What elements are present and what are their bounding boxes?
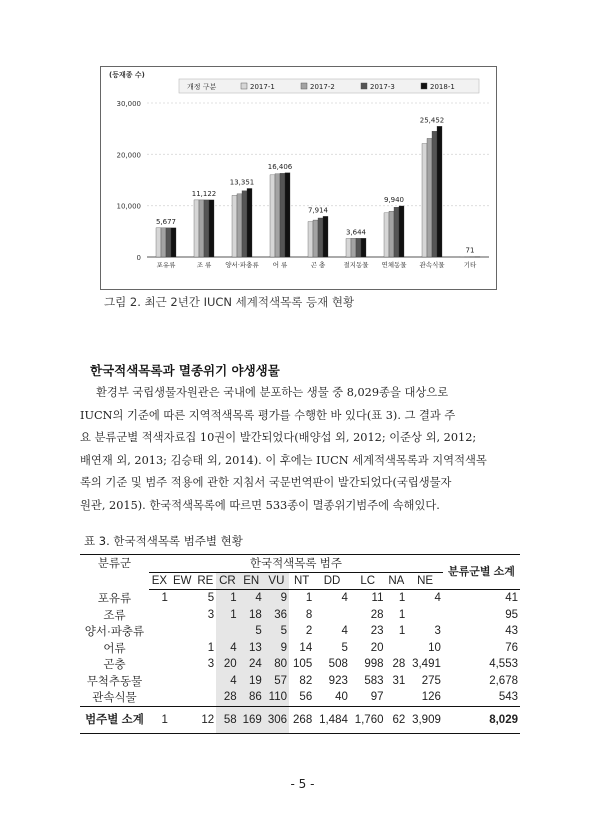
paragraph-line: IUCN의 기준에 따른 지역적색목록 평가를 수행한 바 있다(표 3). 그 결과 주 <box>80 408 456 422</box>
table-cell: 4 <box>216 640 238 657</box>
legend-title: 개정 구분 <box>187 83 217 91</box>
bar <box>361 238 366 257</box>
table-cell: 1 <box>161 592 168 605</box>
row-subtotal: 543 <box>498 691 518 704</box>
paragraph-line: 배연재 외, 2013; 김승태 외, 2014). 이 후에는 IUCN 세계적색목록과 지역적색목 <box>80 453 487 467</box>
table-cell: 19 <box>239 673 264 690</box>
row-taxon-name: 범주별 소계 <box>80 706 149 733</box>
y-tick-label: 10,000 <box>116 202 141 211</box>
row-subtotal: 8,029 <box>443 706 520 733</box>
row-taxon-name: 어류 <box>103 642 126 655</box>
legend-swatch <box>241 83 247 89</box>
bar <box>384 213 389 257</box>
table-cell: 57 <box>264 673 289 690</box>
table-cell <box>314 607 350 624</box>
table-cell: 1 <box>207 641 215 654</box>
table-cell: 3 <box>207 608 215 621</box>
table-cell: 56 <box>299 691 313 704</box>
data-label: 13,351 <box>229 178 255 187</box>
bar <box>308 222 313 257</box>
table-cell: 923 <box>328 674 348 687</box>
x-tick-label: 양서·파충류 <box>225 261 259 269</box>
legend-swatch <box>301 83 307 89</box>
table-cell: 4 <box>341 625 348 638</box>
table-cell <box>170 656 195 673</box>
x-tick-label: 절지동물 <box>343 261 369 269</box>
bar-chart <box>101 67 496 289</box>
row-taxon-name: 무척추동물 <box>86 675 143 688</box>
table-cell: 508 <box>328 658 348 671</box>
table-cell: 24 <box>239 656 264 673</box>
table-cell: 36 <box>264 607 289 624</box>
row-taxon-name: 곤충 <box>103 659 126 672</box>
table-cell: 18 <box>239 607 264 624</box>
bar <box>194 200 199 257</box>
data-label: 5,677 <box>155 217 177 226</box>
table-cell <box>149 640 170 657</box>
category-group-header: 한국적색목록 범주 <box>149 555 443 573</box>
legend-label: 2018-1 <box>430 83 455 91</box>
table-cell <box>216 623 238 640</box>
x-tick-label: 어 류 <box>272 261 288 269</box>
table-cell: 97 <box>370 691 384 704</box>
table-row <box>80 623 520 640</box>
bar <box>323 216 328 257</box>
table-cell: 82 <box>299 674 313 687</box>
table-cell <box>194 623 216 640</box>
bar <box>475 257 480 258</box>
bar <box>199 200 204 257</box>
table-cell: 1,484 <box>314 706 350 733</box>
table-cell: 58 <box>216 706 238 733</box>
legend-label: 2017-3 <box>370 83 395 91</box>
table-cell: 3,909 <box>407 706 443 733</box>
col-taxon-header: 분류군 <box>80 555 149 590</box>
bar <box>318 218 323 257</box>
table-cell: 10 <box>428 641 441 654</box>
y-axis-label: (등재종 수) <box>109 71 145 79</box>
table-cell <box>194 673 216 690</box>
data-label: 25,452 <box>419 116 445 125</box>
table-cell: 8 <box>305 608 313 621</box>
table-cell: 5 <box>207 592 215 605</box>
table-cell: 583 <box>364 674 384 687</box>
paragraph-line: 환경부 국립생물자원관은 국내에 분포하는 생물 중 8,029종을 대상으로 <box>96 386 449 399</box>
bar <box>437 126 442 257</box>
row-subtotal: 43 <box>505 625 518 638</box>
bar <box>465 257 470 258</box>
table-cell: 62 <box>386 706 408 733</box>
table-cell: 1 <box>398 592 406 605</box>
table-cell <box>170 607 195 624</box>
data-label: 71 <box>465 246 475 255</box>
table-row <box>80 607 520 624</box>
bar <box>209 200 214 257</box>
x-tick-label: 조 류 <box>196 261 212 269</box>
bar <box>399 206 404 257</box>
table-cell <box>170 706 195 733</box>
table-cell: 1 <box>216 607 238 624</box>
table-cell: 5 <box>264 623 289 640</box>
data-label: 9,940 <box>383 195 405 204</box>
table-cell: 1 <box>216 590 238 607</box>
row-taxon-name: 조류 <box>103 609 126 622</box>
table-cell: 9 <box>264 590 289 607</box>
table-cell: 998 <box>364 658 384 671</box>
x-tick-label: 기타 <box>463 261 477 269</box>
x-tick-label: 연체동물 <box>381 261 407 269</box>
y-tick-label: 30,000 <box>116 100 141 108</box>
bar <box>351 238 356 257</box>
table-cell: 275 <box>421 674 441 687</box>
category-header: NA <box>386 572 408 590</box>
table-cell: 4 <box>341 592 348 605</box>
row-subtotal: 76 <box>505 641 518 654</box>
data-label: 7,914 <box>307 206 329 215</box>
category-header: VU <box>264 572 289 590</box>
subtotal-header: 분류군별 소계 <box>443 555 520 590</box>
table-cell: 11 <box>371 592 384 605</box>
row-subtotal: 2,678 <box>489 674 518 687</box>
category-header: EW <box>170 572 195 590</box>
x-tick-label: 곤 충 <box>310 261 326 269</box>
table-cell: 105 <box>293 658 313 671</box>
total-row <box>80 706 520 733</box>
table-cell: 5 <box>341 641 348 654</box>
table-cell: 306 <box>264 706 289 733</box>
row-subtotal: 95 <box>505 608 518 621</box>
bar <box>313 220 318 257</box>
row-taxon-name: 양서·파충류 <box>84 626 145 639</box>
bar <box>242 191 247 257</box>
bar <box>156 228 161 257</box>
bar <box>171 228 176 257</box>
figure-caption: 그림 2. 최근 2년간 IUCN 세계적색목록 등재 현황 <box>104 295 355 309</box>
table-cell <box>170 640 195 657</box>
table-cell: 23 <box>370 625 384 638</box>
data-label: 11,122 <box>191 189 217 198</box>
table-cell <box>149 689 170 706</box>
table-cell: 126 <box>421 691 441 704</box>
table-cell: 4 <box>216 673 238 690</box>
red-list-table <box>80 554 520 734</box>
table-cell <box>386 689 408 706</box>
bar <box>356 238 361 257</box>
table-cell: 28 <box>216 689 238 706</box>
legend-label: 2017-1 <box>250 83 275 91</box>
table-cell <box>407 607 443 624</box>
table-cell: 1,760 <box>350 706 386 733</box>
bar <box>275 174 280 257</box>
bar <box>161 228 166 257</box>
category-header: RE <box>194 572 216 590</box>
bar <box>166 228 171 257</box>
table-cell: 12 <box>194 706 216 733</box>
row-subtotal: 4,553 <box>489 658 518 671</box>
section-heading: 한국적색목록과 멸종위기 야생생물 <box>90 363 280 378</box>
bar <box>285 173 290 257</box>
table-cell: 1 <box>149 706 170 733</box>
table-cell: 110 <box>264 689 289 706</box>
category-header: NE <box>407 572 443 590</box>
y-tick-label: 20,000 <box>116 151 141 160</box>
table-cell: 1 <box>305 592 313 605</box>
bar <box>270 175 275 257</box>
paragraph-line: 요 분류군별 적색자료집 10권이 발간되었다(배양섭 외, 2012; 이준상 외, 2012; <box>80 431 477 444</box>
table-cell <box>170 689 195 706</box>
table-cell: 2 <box>305 625 313 638</box>
table-row <box>80 673 520 690</box>
table-cell: 268 <box>289 706 314 733</box>
table-row <box>80 640 520 657</box>
category-header: LC <box>350 572 386 590</box>
paragraph-line: 원관, 2015). 한국적색목록에 따르면 533종이 멸종위기범주에 속해있다. <box>80 498 440 512</box>
table-cell <box>149 656 170 673</box>
table-cell: 4 <box>434 592 441 605</box>
table-cell: 1 <box>398 625 406 638</box>
table-cell: 3,491 <box>412 658 441 671</box>
y-tick-label: 0 <box>136 254 141 262</box>
section-paragraph <box>80 382 520 517</box>
row-taxon-name: 관속식물 <box>92 692 137 705</box>
data-label: 3,644 <box>345 228 367 237</box>
bar <box>427 138 432 257</box>
bar <box>232 195 237 257</box>
table-cell <box>170 673 195 690</box>
table-cell: 5 <box>239 623 264 640</box>
table-row <box>80 689 520 706</box>
table-row <box>80 590 520 607</box>
table-cell: 31 <box>392 674 406 687</box>
category-header: DD <box>314 572 350 590</box>
table-cell: 80 <box>264 656 289 673</box>
row-subtotal: 41 <box>505 592 518 605</box>
bar <box>432 131 437 257</box>
figure-chart <box>100 66 497 290</box>
table-cell <box>149 623 170 640</box>
bar <box>247 188 252 257</box>
bar <box>460 257 465 258</box>
bar <box>280 173 285 257</box>
bar <box>389 211 394 257</box>
table-cell <box>149 673 170 690</box>
table-cell: 86 <box>239 689 264 706</box>
table-cell: 9 <box>264 640 289 657</box>
table-cell: 169 <box>239 706 264 733</box>
table-row <box>80 656 520 673</box>
table-cell: 20 <box>216 656 238 673</box>
x-tick-label: 포유류 <box>156 261 176 269</box>
paragraph-line: 록의 기준 및 범주 적용에 관한 지침서 국문번역판이 발간되었다(국립생물자 <box>80 476 452 489</box>
page-number: - 5 - <box>290 777 315 791</box>
bar <box>470 257 475 258</box>
table-cell <box>386 640 408 657</box>
table-cell: 28 <box>392 658 406 671</box>
table-cell <box>170 590 195 607</box>
table-cell <box>149 607 170 624</box>
legend-swatch <box>361 83 367 89</box>
table-cell <box>170 623 195 640</box>
table-cell: 20 <box>370 641 384 654</box>
table-cell: 3 <box>434 625 441 638</box>
bar <box>204 200 209 257</box>
bar <box>422 144 427 257</box>
bar <box>237 194 242 257</box>
table-cell <box>194 689 216 706</box>
category-header: EN <box>239 572 264 590</box>
table-caption: 표 3. 한국적색목록 범주별 현황 <box>84 534 243 548</box>
table-cell: 3 <box>207 658 215 671</box>
table-cell: 13 <box>239 640 264 657</box>
table-cell: 28 <box>370 608 384 621</box>
data-label: 16,406 <box>267 162 293 171</box>
legend-label: 2017-2 <box>310 83 335 91</box>
legend-swatch <box>421 83 427 89</box>
table-cell: 14 <box>299 641 313 654</box>
table-cell: 4 <box>239 590 264 607</box>
table-cell: 1 <box>398 608 406 621</box>
bar <box>346 239 351 257</box>
row-taxon-name: 포유류 <box>97 593 132 605</box>
bar <box>394 207 399 257</box>
table-cell: 40 <box>335 691 348 704</box>
category-header: EX <box>149 572 170 590</box>
category-header: NT <box>289 572 314 590</box>
category-header: CR <box>216 572 238 590</box>
x-tick-label: 관속식물 <box>419 261 445 269</box>
